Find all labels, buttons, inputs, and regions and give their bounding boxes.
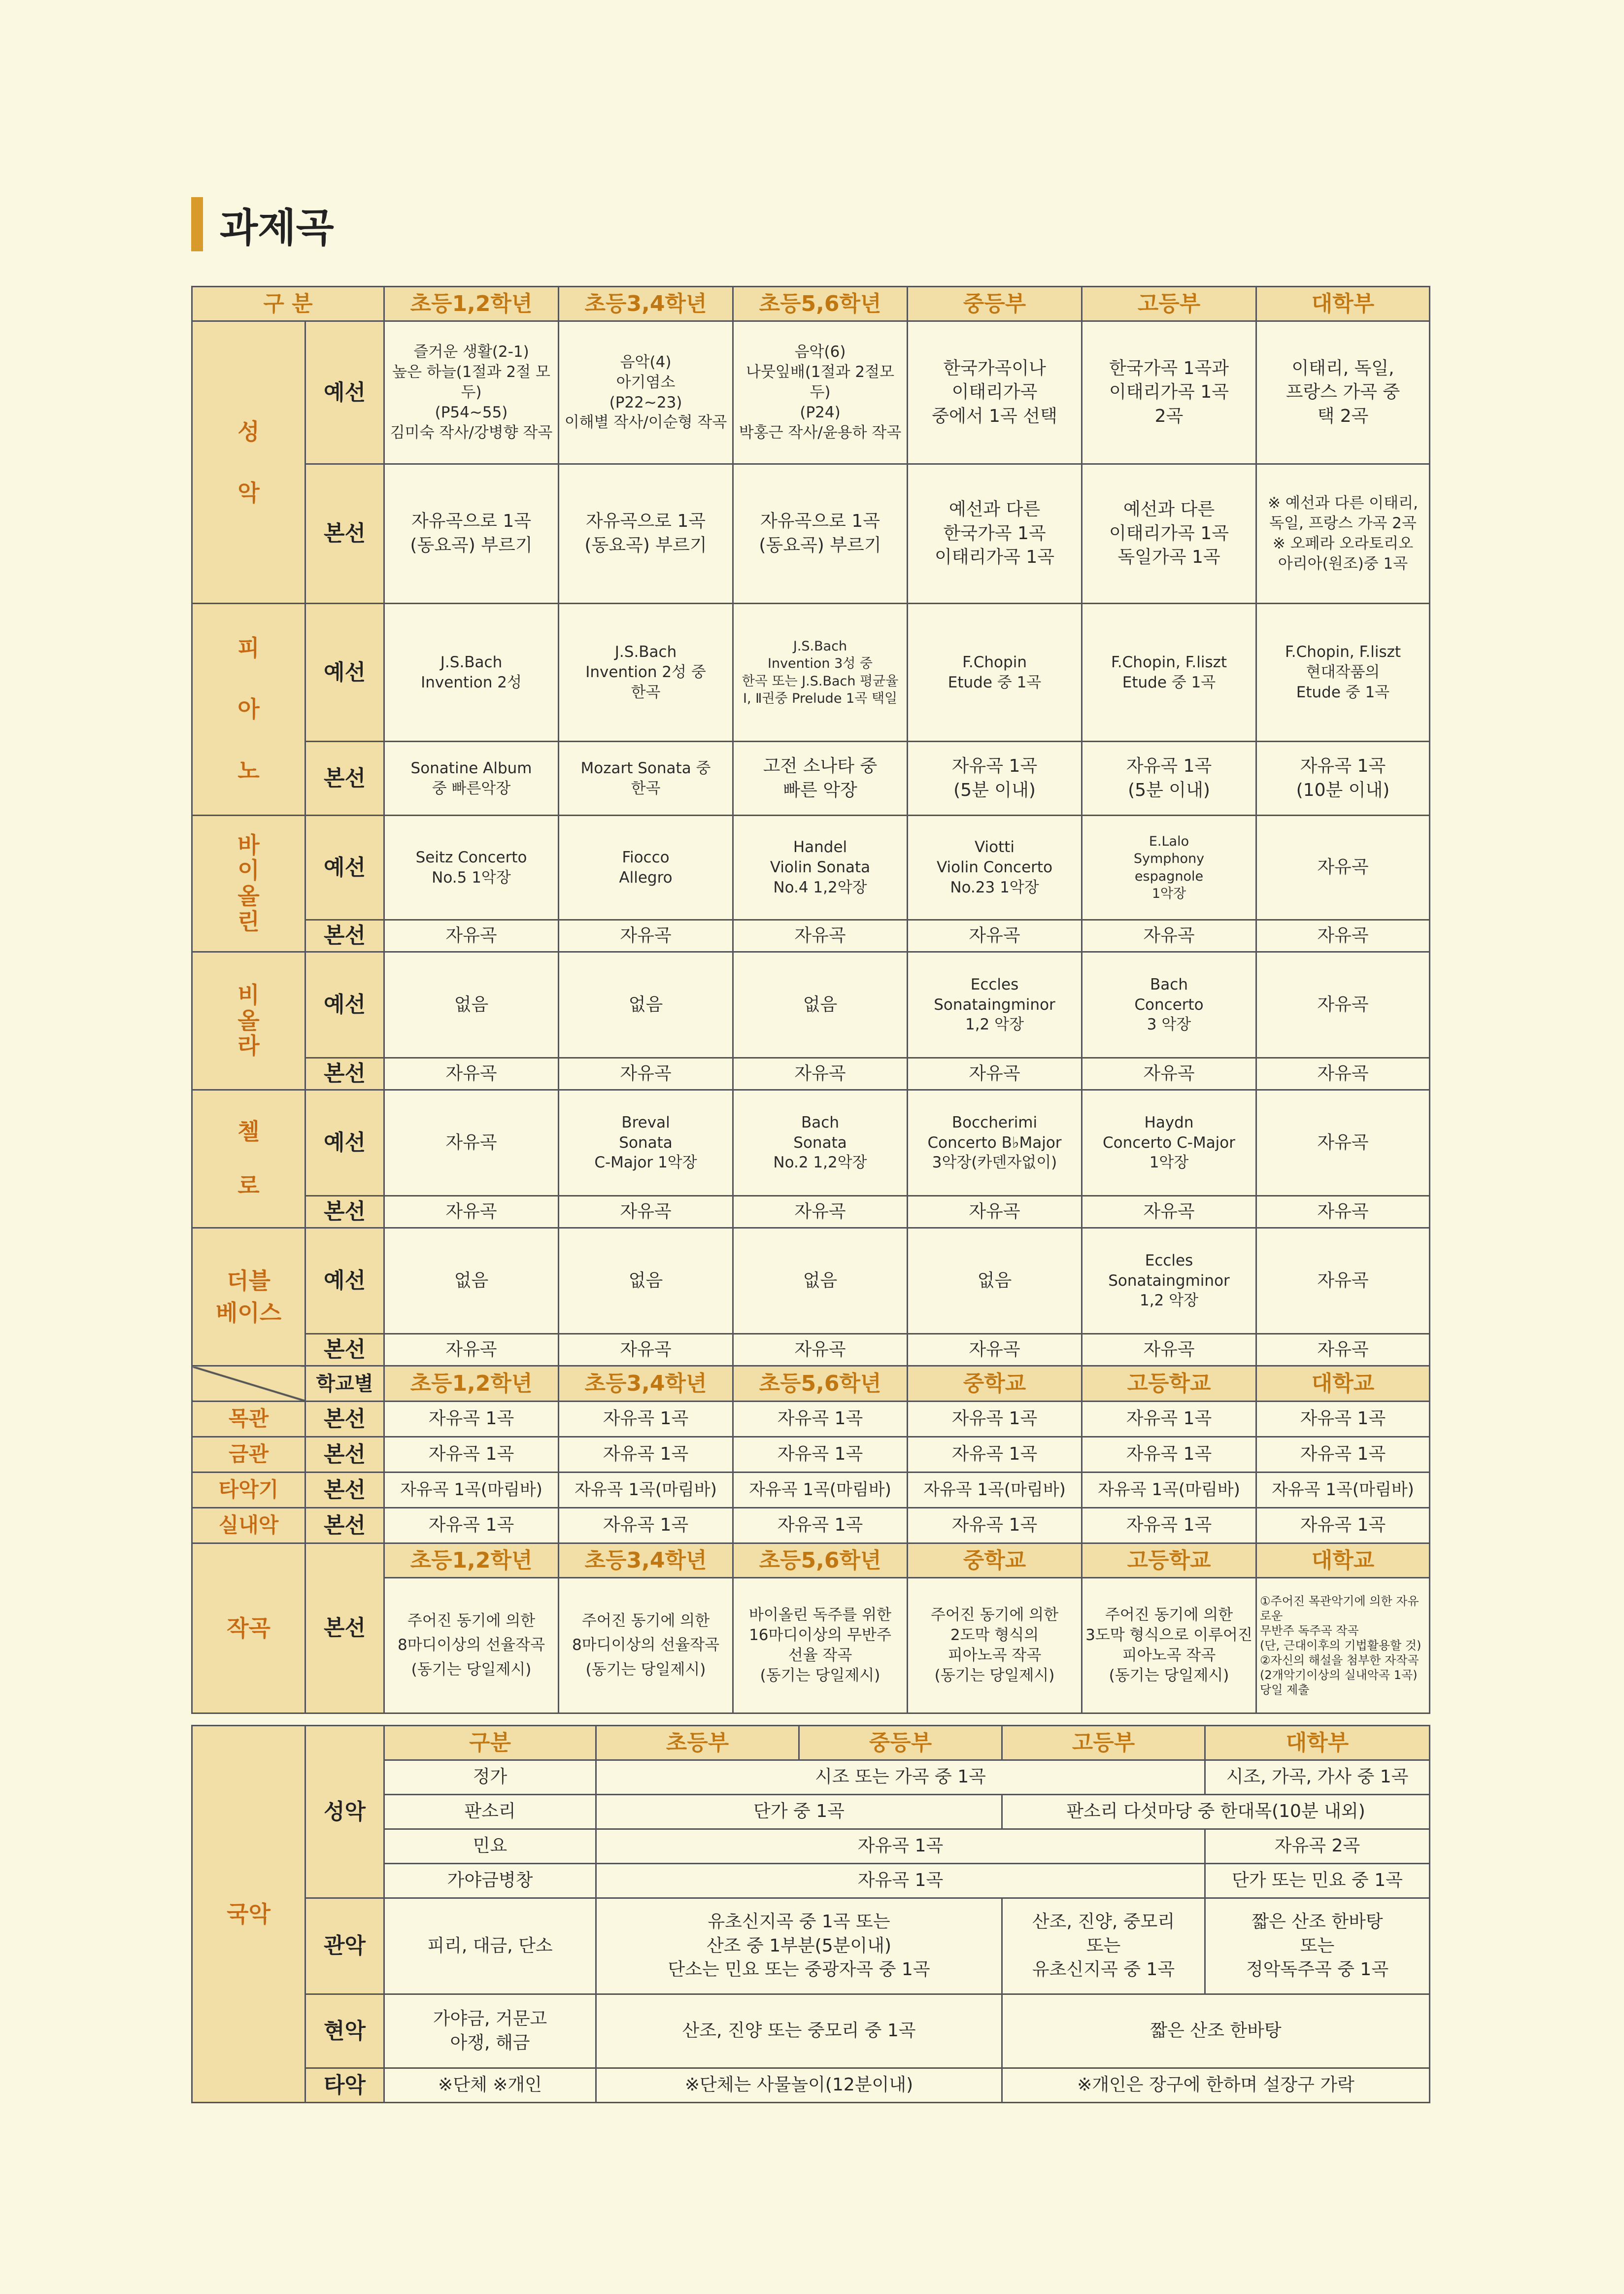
- table-cell: 자유곡 1곡(마림바): [733, 1472, 908, 1508]
- main-label: 본선: [305, 1543, 384, 1713]
- table-cell: 자유곡: [908, 1334, 1082, 1366]
- table-cell: 자유곡: [384, 1090, 559, 1196]
- main-label: 본선: [305, 920, 384, 952]
- section-heading: [191, 197, 334, 251]
- middle-header: 중등부: [908, 287, 1082, 321]
- table-cell: 자유곡 1곡: [1082, 1437, 1256, 1472]
- table-cell: ※단체 ※개인: [384, 2068, 596, 2103]
- main-label: 본선: [305, 1472, 384, 1508]
- table-cell: 자유곡: [1082, 1058, 1256, 1090]
- table-row: [192, 1334, 1430, 1366]
- table-cell: 자유곡 1곡 (5분 이내): [908, 742, 1082, 816]
- table-cell: 가야금, 거문고 아쟁, 해금: [384, 1994, 596, 2068]
- table-cell: 자유곡 1곡: [733, 1437, 908, 1472]
- table-cell: 주어진 동기에 의한 8마디이상의 선율작곡 (동기는 당일제시): [384, 1578, 559, 1713]
- table-cell: 자유곡: [1256, 1196, 1430, 1228]
- table-cell: 피리, 대금, 단소: [384, 1898, 596, 1994]
- school-header: 고등학교: [1082, 1366, 1256, 1402]
- pre-label: 예선: [305, 1228, 384, 1334]
- table-cell: 자유곡 1곡 (10분 이내): [1256, 742, 1430, 816]
- main-label: 본선: [305, 1196, 384, 1228]
- table-cell: 산조, 진양, 중모리 또는 유초신지곡 중 1곡: [1002, 1898, 1205, 1994]
- school-header: 초등1,2학년: [384, 1366, 559, 1402]
- school-header: 초등5,6학년: [733, 1366, 908, 1402]
- table-cell: F.Chopin, F.liszt Etude 중 1곡: [1082, 604, 1256, 742]
- table-cell: J.S.Bach Invention 2성: [384, 604, 559, 742]
- school-header: 초등3,4학년: [559, 1366, 733, 1402]
- table-cell: 없음: [384, 952, 559, 1058]
- vocal-category: 성 악: [192, 321, 305, 604]
- school-header-row: [192, 1366, 1430, 1402]
- grade-3-4-header: 초등3,4학년: [559, 287, 733, 321]
- main-label: 본선: [305, 1402, 384, 1437]
- table-cell: 자유곡: [908, 1058, 1082, 1090]
- pre-label: 예선: [305, 604, 384, 742]
- table-cell: F.Chopin Etude 중 1곡: [908, 604, 1082, 742]
- table-cell: 자유곡 1곡(마림바): [1256, 1472, 1430, 1508]
- table-cell: 자유곡: [733, 1196, 908, 1228]
- table-cell: 자유곡 1곡: [596, 1829, 1205, 1864]
- korean-header: 초등부: [596, 1726, 799, 1760]
- table-cell: 없음: [908, 1228, 1082, 1334]
- grade-1-2-header: 초등1,2학년: [384, 287, 559, 321]
- table-cell: 주어진 동기에 의한 2도막 형식의 피아노곡 작곡 (동기는 당일제시): [908, 1578, 1082, 1713]
- table-cell: 자유곡으로 1곡 (동요곡) 부르기: [559, 464, 733, 604]
- table-cell: 자유곡 1곡: [384, 1508, 559, 1543]
- table-cell: 즐거운 생활(2-1) 높은 하늘(1절과 2절 모두) (P54~55) 김미숙 작사/강병향 작곡: [384, 321, 559, 464]
- school-header: 중학교: [908, 1366, 1082, 1402]
- pre-label: 예선: [305, 816, 384, 920]
- main-label: 본선: [305, 1334, 384, 1366]
- piano-category: 피 아 노: [192, 604, 305, 816]
- table-cell: Sonatine Album 중 빠른악장: [384, 742, 559, 816]
- table-row: [192, 1437, 1430, 1472]
- grade-5-6-header: 초등5,6학년: [733, 287, 908, 321]
- table-cell: E.Lalo Symphony espagnole 1악장: [1082, 816, 1256, 920]
- table-cell: 자유곡: [559, 1058, 733, 1090]
- table-cell: 자유곡 1곡: [733, 1402, 908, 1437]
- table-cell: 자유곡 1곡: [908, 1437, 1082, 1472]
- table-cell: ※ 예선과 다른 이태리, 독일, 프랑스 가곡 2곡 ※ 오페라 오라토리오 아리아(원조)중 1곡: [1256, 464, 1430, 604]
- table-cell: 판소리: [384, 1795, 596, 1829]
- table-cell: 단가 또는 민요 중 1곡: [1205, 1864, 1430, 1898]
- composition-header: 중학교: [908, 1543, 1082, 1578]
- table-cell: 주어진 동기에 의한 3도막 형식으로 이루어진 피아노곡 작곡 (동기는 당일제시): [1082, 1578, 1256, 1713]
- table-row: [192, 816, 1430, 920]
- table-cell: 자유곡 1곡 (5분 이내): [1082, 742, 1256, 816]
- table-row: [192, 1196, 1430, 1228]
- table-cell: 자유곡: [733, 920, 908, 952]
- composition-header: 고등학교: [1082, 1543, 1256, 1578]
- table-cell: 없음: [733, 952, 908, 1058]
- table-cell: 자유곡 1곡(마림바): [1082, 1472, 1256, 1508]
- table-cell: 예선과 다른 한국가곡 1곡 이태리가곡 1곡: [908, 464, 1082, 604]
- table-cell: 짧은 산조 한바탕 또는 정악독주곡 중 1곡: [1205, 1898, 1430, 1994]
- table-cell: 자유곡: [1082, 1334, 1256, 1366]
- table-cell: Viotti Violin Concerto No.23 1악장: [908, 816, 1082, 920]
- violin-category: 바 이 올 린: [192, 816, 305, 952]
- table-cell: 시조 또는 가곡 중 1곡: [596, 1760, 1205, 1795]
- header-row: [192, 287, 1430, 321]
- table-cell: 유초신지곡 중 1곡 또는 산조 중 1부분(5분이내) 단소는 민요 또는 중광자곡 중 1곡: [596, 1898, 1002, 1994]
- table-cell: 자유곡 1곡: [384, 1437, 559, 1472]
- korean-header: 고등부: [1002, 1726, 1205, 1760]
- main-label: 본선: [305, 742, 384, 816]
- table-cell: 자유곡: [1082, 920, 1256, 952]
- table-cell: Eccles Sonataingminor 1,2 악장: [1082, 1228, 1256, 1334]
- woodwind-category: 목관: [192, 1402, 305, 1437]
- table-cell: 자유곡: [384, 1196, 559, 1228]
- table-cell: 자유곡 1곡: [733, 1508, 908, 1543]
- table-cell: ※단체는 사물놀이(12분이내): [596, 2068, 1002, 2103]
- table-cell: Haydn Concerto C-Major 1악장: [1082, 1090, 1256, 1196]
- table-cell: 자유곡 1곡: [596, 1864, 1205, 1898]
- diagonal-cell: [192, 1366, 305, 1402]
- table-cell: 자유곡: [384, 1334, 559, 1366]
- table-row: [192, 952, 1430, 1058]
- table-cell: 정가: [384, 1760, 596, 1795]
- table-cell: 짧은 산조 한바탕: [1002, 1994, 1430, 2068]
- table-row: [192, 1058, 1430, 1090]
- table-cell: Mozart Sonata 중 한곡: [559, 742, 733, 816]
- korean-music-table: [191, 1725, 1430, 2103]
- table-cell: Eccles Sonataingminor 1,2 악장: [908, 952, 1082, 1058]
- table-cell: 산조, 진양 또는 중모리 중 1곡: [596, 1994, 1002, 2068]
- university-header: 대학부: [1256, 287, 1430, 321]
- table-cell: 자유곡 1곡: [559, 1437, 733, 1472]
- table-row: [192, 2068, 1430, 2103]
- table-cell: 이태리, 독일, 프랑스 가곡 중 택 2곡: [1256, 321, 1430, 464]
- table-cell: 자유곡: [559, 920, 733, 952]
- table-cell: 음악(6) 나뭇잎배(1절과 2절모두) (P24) 박홍근 작사/윤용하 작곡: [733, 321, 908, 464]
- viola-category: 비 올 라: [192, 952, 305, 1090]
- main-label: 본선: [305, 464, 384, 604]
- pre-label: 예선: [305, 1090, 384, 1196]
- table-cell: 없음: [733, 1228, 908, 1334]
- table-cell: 주어진 동기에 의한 8마디이상의 선율작곡 (동기는 당일제시): [559, 1578, 733, 1713]
- table-cell: 판소리 다섯마당 중 한대목(10분 내외): [1002, 1795, 1430, 1829]
- table-cell: 자유곡으로 1곡 (동요곡) 부르기: [384, 464, 559, 604]
- table-cell: 자유곡: [908, 920, 1082, 952]
- table-cell: 자유곡 1곡: [1256, 1508, 1430, 1543]
- table-cell: 자유곡: [733, 1334, 908, 1366]
- table-cell: 자유곡: [1256, 952, 1430, 1058]
- table-cell: 자유곡: [1256, 1058, 1430, 1090]
- korean-vocal-label: 성악: [305, 1726, 384, 1898]
- table-cell: 자유곡 1곡: [1082, 1508, 1256, 1543]
- table-cell: 음악(4) 아기염소 (P22~23) 이해별 작사/이순형 작곡: [559, 321, 733, 464]
- table-cell: 자유곡: [384, 920, 559, 952]
- table-cell: 한국가곡 1곡과 이태리가곡 1곡 2곡: [1082, 321, 1256, 464]
- table-row: [192, 920, 1430, 952]
- table-cell: J.S.Bach Invention 2성 중 한곡: [559, 604, 733, 742]
- table-cell: 자유곡: [559, 1196, 733, 1228]
- page-title: 과제곡: [220, 204, 334, 251]
- table-cell: 한국가곡이나 이태리가곡 중에서 1곡 선택: [908, 321, 1082, 464]
- table-cell: 자유곡: [733, 1058, 908, 1090]
- table-cell: 시조, 가곡, 가사 중 1곡: [1205, 1760, 1430, 1795]
- table-cell: 자유곡: [1256, 1334, 1430, 1366]
- table-cell: 자유곡 1곡: [559, 1508, 733, 1543]
- table-cell: J.S.Bach Invention 3성 중 한곡 또는 J.S.Bach 평균율 Ⅰ, Ⅱ권중 Prelude 1곡 택일: [733, 604, 908, 742]
- table-row: [192, 1898, 1430, 1994]
- table-cell: 예선과 다른 이태리가곡 1곡 독일가곡 1곡: [1082, 464, 1256, 604]
- table-row: [192, 1090, 1430, 1196]
- table-row: [192, 1228, 1430, 1334]
- table-cell: 자유곡 1곡: [1082, 1402, 1256, 1437]
- composition-header: 대학교: [1256, 1543, 1430, 1578]
- table-cell: 자유곡 1곡: [559, 1402, 733, 1437]
- table-row: [192, 321, 1430, 464]
- assignment-table: [191, 286, 1430, 1714]
- table-cell: Boccherimi Concerto B♭Major 3악장(카덴자없이): [908, 1090, 1082, 1196]
- bass-category: 더블 베이스: [192, 1228, 305, 1366]
- percussion-category: 타악기: [192, 1472, 305, 1508]
- korean-header: 중등부: [799, 1726, 1002, 1760]
- table-cell: 자유곡 1곡(마림바): [384, 1472, 559, 1508]
- table-cell: 바이올린 독주를 위한 16마디이상의 무반주 선율 작곡 (동기는 당일제시): [733, 1578, 908, 1713]
- table-cell: 없음: [559, 952, 733, 1058]
- table-cell: Bach Concerto 3 악장: [1082, 952, 1256, 1058]
- table-cell: 자유곡: [1256, 920, 1430, 952]
- table-cell: 자유곡: [559, 1334, 733, 1366]
- table-cell: ※개인은 장구에 한하며 설장구 가락: [1002, 2068, 1430, 2103]
- table-cell: 없음: [384, 1228, 559, 1334]
- korean-header: 구분: [384, 1726, 596, 1760]
- table-row: [192, 1994, 1430, 2068]
- korean-string-label: 현악: [305, 1994, 384, 2068]
- table-cell: F.Chopin, F.liszt 현대작품의 Etude 중 1곡: [1256, 604, 1430, 742]
- high-header: 고등부: [1082, 287, 1256, 321]
- table-cell: 자유곡 1곡: [384, 1402, 559, 1437]
- korean-header-row: [192, 1726, 1430, 1760]
- chamber-category: 실내악: [192, 1508, 305, 1543]
- table-cell: 고전 소나타 중 빠른 악장: [733, 742, 908, 816]
- pre-label: 예선: [305, 952, 384, 1058]
- table-cell: Handel Violin Sonata No.4 1,2악장: [733, 816, 908, 920]
- composition-header: 초등5,6학년: [733, 1543, 908, 1578]
- korean-wind-label: 관악: [305, 1898, 384, 1994]
- table-cell: 자유곡 1곡(마림바): [559, 1472, 733, 1508]
- table-row: [192, 1472, 1430, 1508]
- main-label: 본선: [305, 1058, 384, 1090]
- composition-header: 초등3,4학년: [559, 1543, 733, 1578]
- composition-header-row: [192, 1543, 1430, 1578]
- table-cell: 자유곡: [1256, 1228, 1430, 1334]
- table-cell: 자유곡 1곡: [908, 1402, 1082, 1437]
- pre-label: 예선: [305, 321, 384, 464]
- korean-header: 대학부: [1205, 1726, 1430, 1760]
- table-cell: 민요: [384, 1829, 596, 1864]
- table-cell: 자유곡: [1256, 1090, 1430, 1196]
- table-cell: 자유곡 1곡: [1256, 1437, 1430, 1472]
- brass-category: 금관: [192, 1437, 305, 1472]
- school-header: 대학교: [1256, 1366, 1430, 1402]
- korean-perc-label: 타악: [305, 2068, 384, 2103]
- table-row: [192, 464, 1430, 604]
- table-cell: ①주어진 목관악기에 의한 자유로운 무반주 독주곡 작곡 (단, 근대이후의 기법활용할 것) ②자신의 해설을 첨부한 자작곡 (2개악기이상의 실내악곡 1곡) 당일 제출: [1256, 1578, 1430, 1713]
- table-cell: Bach Sonata No.2 1,2악장: [733, 1090, 908, 1196]
- table-row: [192, 1508, 1430, 1543]
- table-cell: 없음: [559, 1228, 733, 1334]
- table-row: [192, 1402, 1430, 1437]
- table-cell: 자유곡: [1256, 816, 1430, 920]
- title-accent-bar: [191, 197, 203, 251]
- table-row: [192, 742, 1430, 816]
- table-cell: Seitz Concerto No.5 1악장: [384, 816, 559, 920]
- category-header: 구 분: [192, 287, 384, 321]
- table-cell: 자유곡 1곡(마림바): [908, 1472, 1082, 1508]
- composition-header: 초등1,2학년: [384, 1543, 559, 1578]
- table-cell: 자유곡 1곡: [1256, 1402, 1430, 1437]
- table-cell: 자유곡 2곡: [1205, 1829, 1430, 1864]
- table-cell: 단가 중 1곡: [596, 1795, 1002, 1829]
- school-label: 학교별: [305, 1366, 384, 1402]
- table-cell: 자유곡으로 1곡 (동요곡) 부르기: [733, 464, 908, 604]
- table-cell: 자유곡: [384, 1058, 559, 1090]
- korean-category: 국악: [192, 1726, 305, 2103]
- table-cell: 자유곡: [1082, 1196, 1256, 1228]
- cello-category: 첼 로: [192, 1090, 305, 1228]
- table-cell: Breval Sonata C-Major 1악장: [559, 1090, 733, 1196]
- table-row: [192, 604, 1430, 742]
- table-cell: 가야금병창: [384, 1864, 596, 1898]
- table-cell: Fiocco Allegro: [559, 816, 733, 920]
- table-cell: 자유곡 1곡: [908, 1508, 1082, 1543]
- table-cell: 자유곡: [908, 1196, 1082, 1228]
- main-label: 본선: [305, 1508, 384, 1543]
- main-label: 본선: [305, 1437, 384, 1472]
- composition-category: 작곡: [192, 1543, 305, 1713]
